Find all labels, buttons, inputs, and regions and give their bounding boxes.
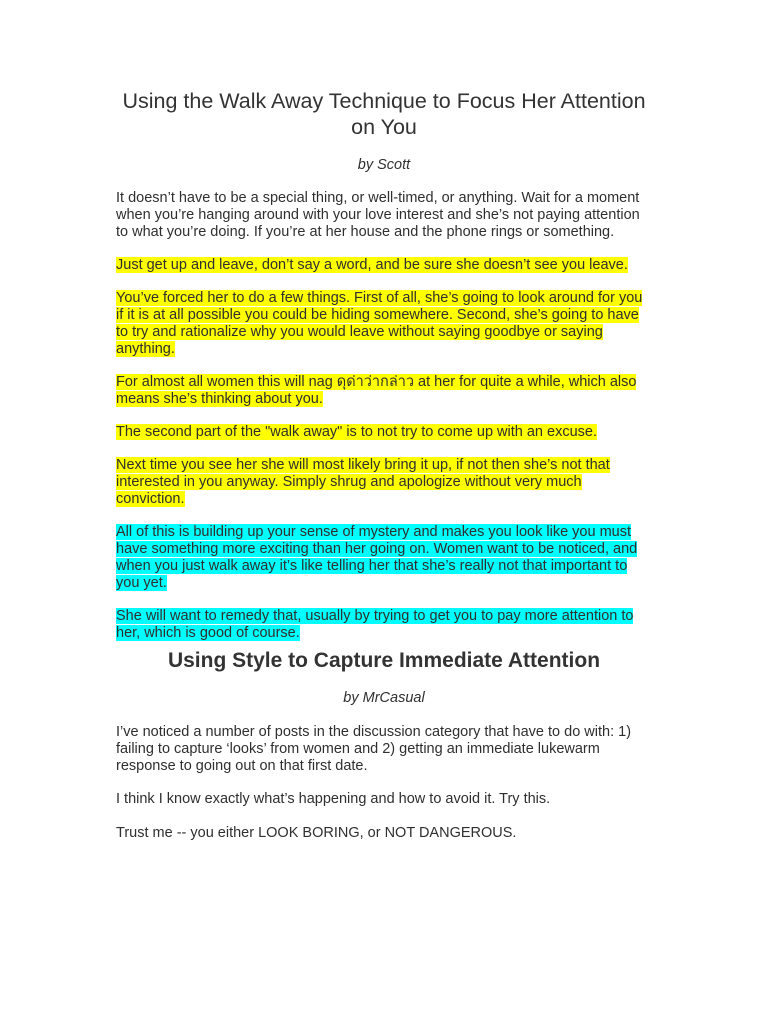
- article-byline: by Scott: [357, 157, 411, 173]
- cyan-highlight-text: She will want to remedy that, usually by trying to get you to pay more attention to her, which is good of course.: [116, 607, 634, 641]
- yellow-highlight-text: For almost all women this will nag ดุด่าว่ากล่าว at her for quite a while, which also means she’s thinking about you.: [116, 373, 637, 407]
- paragraph-text: Trust me -- you either LOOK BORING, or NOT DANGEROUS.: [116, 824, 517, 841]
- yellow-highlight-text: You’ve forced her to do a few things. First of all, she’s going to look around for you if it is at all possible you could be hiding somewhere. Second, she’s going to have to try and rationalize why you would leave without saying goodbye or saying anything.: [116, 290, 643, 357]
- paragraph-text: It doesn’t have to be a special thing, or well-timed, or anything. Wait for a moment when you’re hanging around with your love interest and she’s not paying attention to what you’re doing. If you’re at her house and the phone rings or something.: [116, 190, 640, 240]
- paragraph-highlighted: [116, 290, 652, 357]
- paragraph: [116, 825, 652, 842]
- paragraph-highlighted: [116, 424, 652, 441]
- article-title: Using the Walk Away Technique to Focus Her Attention on You: [122, 89, 646, 139]
- yellow-highlight-text: The second part of the "walk away" is to not try to come up with an excuse.: [116, 423, 597, 440]
- paragraph: [116, 791, 652, 808]
- article-byline: by MrCasual: [343, 690, 425, 707]
- paragraph-highlighted: [116, 257, 652, 274]
- paragraph-highlighted: [116, 524, 652, 591]
- paragraph-text: I’ve noticed a number of posts in the discussion category that have to do with: 1) failing to capture ‘looks’ from women and 2) getting an immediate lukewarm response to going out on that first date.: [116, 724, 632, 775]
- paragraph-highlighted: [116, 457, 652, 507]
- paragraph-highlighted: [116, 374, 652, 408]
- article-title: Using Style to Capture Immediate Attention: [167, 649, 601, 673]
- paragraph: [116, 724, 652, 774]
- yellow-highlight-text: Just get up and leave, don’t say a word, and be sure she doesn’t see you leave.: [116, 256, 628, 273]
- cyan-highlight-text: All of this is building up your sense of mystery and makes you look like you must have something more exciting than her going on. Women want to be noticed, and when you just walk away it’s like telling her that she’s really not that important to you yet.: [116, 524, 638, 591]
- document-page: [116, 88, 652, 841]
- yellow-highlight-text: Next time you see her she will most likely bring it up, if not then she’s not that interested in you anyway. Simply shrug and apologize without very much conviction.: [116, 457, 610, 507]
- paragraph-highlighted: [116, 608, 652, 642]
- paragraph-text: I think I know exactly what’s happening and how to avoid it. Try this.: [116, 791, 551, 808]
- paragraph: [116, 190, 652, 240]
